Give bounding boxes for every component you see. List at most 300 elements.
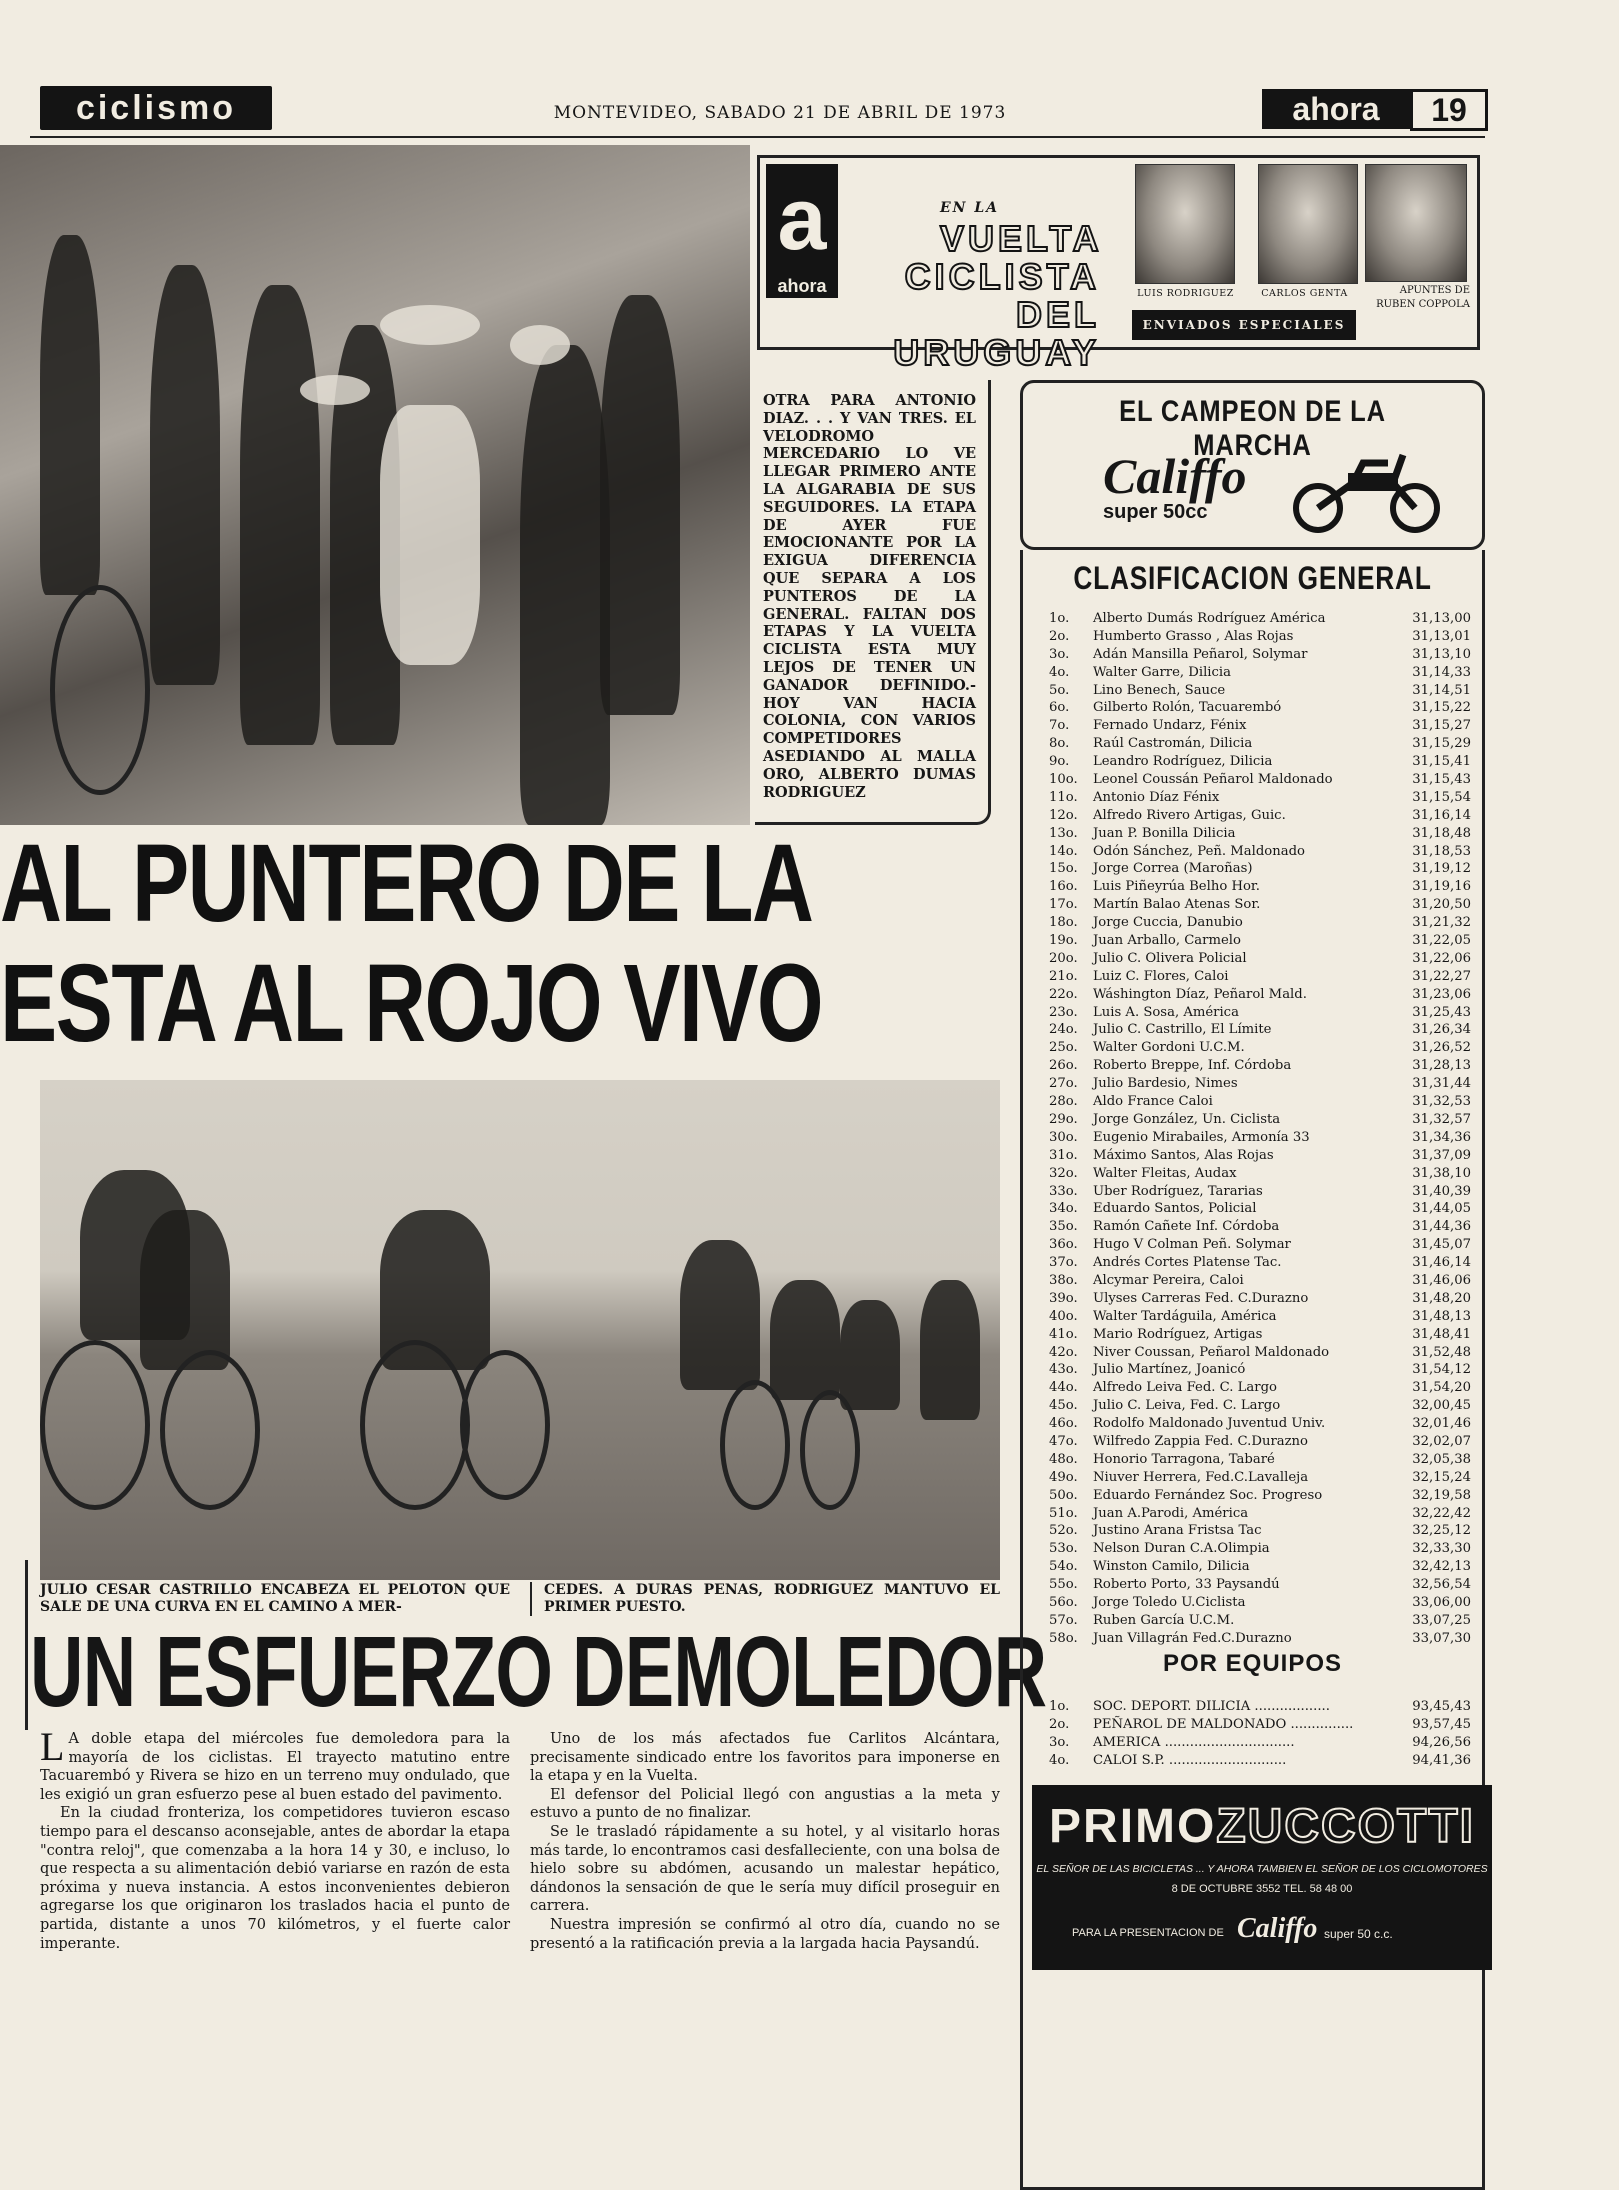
team-name: SOC. DEPORT. DILICIA .................. <box>1093 1699 1330 1714</box>
classification-time: 31,46,06 <box>1412 1272 1471 1288</box>
ad-brand-a: PRIMO <box>1049 1800 1217 1853</box>
classification-time: 31,16,14 <box>1412 807 1471 823</box>
classification-name: Eduardo Santos, Policial <box>1093 1201 1257 1217</box>
classification-name: Honorio Tarragona, Tabaré <box>1093 1451 1275 1467</box>
classification-time: 31,20,50 <box>1412 897 1471 913</box>
classification-name: Jorge Correa (Maroñas) <box>1093 861 1253 877</box>
classification-name: Juan Arballo, Carmelo <box>1093 933 1241 949</box>
classification-pos: 26o. <box>1049 1058 1078 1074</box>
classification-pos: 46o. <box>1049 1416 1078 1432</box>
classification-row <box>1039 1361 1479 1379</box>
classification-time: 31,15,43 <box>1412 772 1471 788</box>
classification-pos: 39o. <box>1049 1290 1078 1306</box>
classification-time: 31,44,36 <box>1412 1219 1471 1235</box>
classification-name: Roberto Porto, 33 Paysandú <box>1093 1577 1280 1593</box>
classification-name: Luiz C. Flores, Caloi <box>1093 968 1229 984</box>
classification-pos: 27o. <box>1049 1076 1078 1092</box>
classification-time: 31,18,48 <box>1412 825 1471 841</box>
ad-address: 8 DE OCTUBRE 3552 TEL. 58 48 00 <box>1171 1883 1353 1895</box>
classification-name: Winston Camilo, Dilicia <box>1093 1559 1250 1575</box>
classification-name: Julio C. Castrillo, El Límite <box>1093 1022 1272 1038</box>
classification-time: 31,21,32 <box>1412 915 1471 931</box>
classification-row <box>1039 1594 1479 1612</box>
column-rule <box>25 1560 28 1730</box>
ahora-logo: a <box>766 164 838 296</box>
sponsor-title: EL CAMPEON DE LA MARCHA <box>1119 395 1386 462</box>
classification-row <box>1039 896 1479 914</box>
teams-list <box>1039 1698 1479 1770</box>
classification-time: 31,38,10 <box>1412 1165 1471 1181</box>
classification-row <box>1039 1558 1479 1576</box>
enviados-label: ENVIADOS ESPECIALES <box>1132 310 1356 340</box>
classification-time: 31,14,33 <box>1412 664 1471 680</box>
classification-pos: 7o. <box>1049 718 1070 734</box>
classification-pos: 23o. <box>1049 1004 1078 1020</box>
headline-line-2: ESTA AL ROJO VIVO <box>0 942 823 1065</box>
classification-name: Alcymar Pereira, Caloi <box>1093 1272 1244 1288</box>
classification-row <box>1039 914 1479 932</box>
sponsor-box <box>1020 380 1485 550</box>
classification-pos: 4o. <box>1049 664 1070 680</box>
classification-time: 31,32,53 <box>1412 1094 1471 1110</box>
classification-time: 32,02,07 <box>1412 1433 1471 1449</box>
classification-name: Antonio Díaz Fénix <box>1093 789 1220 805</box>
classification-time: 31,46,14 <box>1412 1255 1471 1271</box>
classification-pos: 33o. <box>1049 1183 1078 1199</box>
ad-slogan: EL SEÑOR DE LAS BICICLETAS ... Y AHORA TAMBIEN EL SEÑOR DE LOS CICLOMOTORES <box>1036 1863 1488 1875</box>
classification-name: Eduardo Fernández Soc. Progreso <box>1093 1487 1323 1503</box>
classification-time: 31,34,36 <box>1412 1129 1471 1145</box>
ahora-logo-word: ahora <box>766 276 838 298</box>
califfo-logo: Califfo <box>1103 448 1247 504</box>
classification-pos: 20o. <box>1049 950 1078 966</box>
classification-pos: 44o. <box>1049 1380 1078 1396</box>
classification-time: 31,13,10 <box>1412 646 1471 662</box>
reporter-photo-1 <box>1135 164 1235 284</box>
team-time: 93,45,43 <box>1412 1699 1471 1714</box>
classification-time: 31,15,27 <box>1412 718 1471 734</box>
classification-row <box>1039 932 1479 950</box>
classification-time: 32,56,54 <box>1412 1577 1471 1593</box>
team-pos: 1o. <box>1049 1699 1070 1714</box>
classification-row <box>1039 843 1479 861</box>
reporter-photo-2 <box>1258 164 1358 284</box>
article-col-right <box>530 1730 1000 1953</box>
classification-row <box>1039 878 1479 896</box>
classification-time: 31,13,01 <box>1412 628 1471 644</box>
dateline: MONTEVIDEO, SABADO 21 DE ABRIL DE 1973 <box>553 103 1007 123</box>
peloton-photo <box>40 1080 1000 1580</box>
classification-row <box>1039 1218 1479 1236</box>
classification-pos: 3o. <box>1049 646 1070 662</box>
classification-time: 31,15,29 <box>1412 736 1471 752</box>
classification-name: Juan P. Bonilla Dilicia <box>1093 825 1236 841</box>
classification-name: Aldo France Caloi <box>1093 1094 1213 1110</box>
classification-time: 31,45,07 <box>1412 1237 1471 1253</box>
classification-pos: 9o. <box>1049 754 1070 770</box>
classification-pos: 24o. <box>1049 1022 1078 1038</box>
classification-time: 31,31,44 <box>1412 1076 1471 1092</box>
classification-row <box>1039 1129 1479 1147</box>
classification-row <box>1039 1093 1479 1111</box>
classification-name: Jorge Cuccia, Danubio <box>1093 915 1243 931</box>
classification-name: Humberto Grasso , Alas Rojas <box>1093 628 1294 644</box>
page-number: 19 <box>1410 89 1488 131</box>
classification-pos: 32o. <box>1049 1165 1078 1181</box>
classification-row <box>1039 789 1479 807</box>
classification-pos: 38o. <box>1049 1272 1078 1288</box>
classification-time: 31,14,51 <box>1412 682 1471 698</box>
classification-time: 31,22,06 <box>1412 950 1471 966</box>
header-rule <box>30 136 1485 138</box>
team-row <box>1039 1716 1479 1734</box>
section-tag: ciclismo <box>40 86 272 130</box>
classification-row <box>1039 1111 1479 1129</box>
classification-pos: 29o. <box>1049 1111 1078 1127</box>
classification-pos: 58o. <box>1049 1630 1078 1646</box>
classification-pos: 25o. <box>1049 1040 1078 1056</box>
classification-name: Ulyses Carreras Fed. C.Durazno <box>1093 1290 1309 1306</box>
photo-caption-col-2: CEDES. A DURAS PENAS, RODRIGUEZ MANTUVO EL PRIMER PUESTO. <box>530 1582 1000 1616</box>
classification-pos: 13o. <box>1049 825 1078 841</box>
banner-line-1: VUELTA <box>940 218 1103 259</box>
classification-row <box>1039 1057 1479 1075</box>
classification-time: 31,40,39 <box>1412 1183 1471 1199</box>
classification-name: Niuver Herrera, Fed.C.Lavalleja <box>1093 1469 1309 1485</box>
classification-pos: 41o. <box>1049 1326 1078 1342</box>
article-paragraph: Uno de los más afectados fue Carlitos Alcántara, precisamente sindicado entre los favoritos para imponerse en la etapa y en la Vuelta. <box>530 1731 1000 1785</box>
classification-row <box>1039 1487 1479 1505</box>
classification-pos: 1o. <box>1049 611 1070 626</box>
classification-time: 31,32,57 <box>1412 1111 1471 1127</box>
classification-pos: 42o. <box>1049 1344 1078 1360</box>
classification-row <box>1039 1200 1479 1218</box>
article-paragraph: Nuestra impresión se confirmó al otro día, cuando no se presentó a la ratificación previa a la largada hacia Paysandú. <box>530 1916 1000 1952</box>
classification-name: Gilberto Rolón, Tacuarembó <box>1093 700 1282 716</box>
classification-name: Mario Rodríguez, Artigas <box>1093 1326 1263 1342</box>
classification-row <box>1039 1451 1479 1469</box>
classification-name: Wáshington Díaz, Peñarol Mald. <box>1093 986 1307 1002</box>
classification-pos: 45o. <box>1049 1398 1078 1414</box>
classification-name: Walter Garre, Dilicia <box>1093 664 1231 680</box>
classification-name: Máximo Santos, Alas Rojas <box>1093 1147 1274 1163</box>
classification-row <box>1039 1433 1479 1451</box>
ad-super: super 50 c.c. <box>1324 1927 1393 1941</box>
classification-name: Leandro Rodríguez, Dilicia <box>1093 754 1273 770</box>
classification-pos: 53o. <box>1049 1541 1078 1557</box>
banner-line-2: CICLISTA <box>904 256 1100 297</box>
classification-row <box>1039 1165 1479 1183</box>
paper-name: ahora <box>1262 89 1410 129</box>
classification-row <box>1039 1308 1479 1326</box>
classification-pos: 54o. <box>1049 1559 1078 1575</box>
classification-row <box>1039 968 1479 986</box>
classification-name: Hugo V Colman Peñ. Solymar <box>1093 1237 1291 1253</box>
team-row <box>1039 1752 1479 1770</box>
classification-pos: 14o. <box>1049 843 1078 859</box>
classification-name: Walter Gordoni U.C.M. <box>1093 1040 1245 1056</box>
classification-time: 31,13,00 <box>1412 611 1471 626</box>
classification-row <box>1039 699 1479 717</box>
classification-row <box>1039 1272 1479 1290</box>
banner-en-la: EN LA <box>940 200 1000 216</box>
classification-name: Justino Arana Fristsa Tac <box>1093 1523 1262 1539</box>
classification-row <box>1039 610 1479 628</box>
classification-name: Wilfredo Zappia Fed. C.Durazno <box>1093 1433 1308 1449</box>
intro-text: OTRA PARA ANTONIO DIAZ. . . Y VAN TRES. EL VELODROMO MERCEDARIO LO VE LLEGAR PRIMERO ANTE LA ALGARABIA DE SUS SEGUIDORES. LA ETAPA DE AYER FUE EMOCIONANTE POR LA EXIGUA DIFERENCIA QUE SEPARA A LOS PUNTEROS DE LA GENERAL. FALTAN DOS ETAPAS Y LA VUELTA CICLISTA ESTA MUY LEJOS DE TENER UN GANADOR DEFINIDO.- HOY VAN HACIA COLONIA, CON VARIOS COMPETIDORES ASEDIANDO AL MALLA ORO, ALBERTO DUMAS RODRIGUEZ <box>755 380 991 825</box>
classification-row <box>1039 1183 1479 1201</box>
teams-title: POR EQUIPOS <box>1162 1650 1343 1677</box>
classification-name: Julio Bardesio, Nimes <box>1093 1076 1238 1092</box>
classification-row <box>1039 1612 1479 1630</box>
classification-name: Julio C. Leiva, Fed. C. Largo <box>1093 1398 1281 1414</box>
classification-pos: 47o. <box>1049 1433 1078 1449</box>
classification-name: Eugenio Mirabailes, Armonía 33 <box>1093 1129 1310 1145</box>
classification-row <box>1039 646 1479 664</box>
classification-row <box>1039 753 1479 771</box>
classification-time: 31,54,20 <box>1412 1380 1471 1396</box>
classification-pos: 49o. <box>1049 1469 1078 1485</box>
classification-row <box>1039 1522 1479 1540</box>
classification-time: 31,15,41 <box>1412 754 1471 770</box>
classification-pos: 10o. <box>1049 772 1078 788</box>
article-paragraph: En la ciudad fronteriza, los competidores tuvieron escaso tiempo para el descanso aconsejable, antes de abordar la etapa "contra reloj", que comenzaba a la hora 14 y 30, e incluso, lo que respecta a su alimentación debió variarse en razón de esta próxima y nueva instancia. A estos inconvenientes debieron agregarse los que originaron los traslados hacia el punto de partida, distante a unos 70 kilómetros, y el fuerte calor imperante. <box>40 1805 510 1952</box>
classification-name: Niver Coussan, Peñarol Maldonado <box>1093 1344 1330 1360</box>
classification-time: 31,54,12 <box>1412 1362 1471 1378</box>
classification-row <box>1039 682 1479 700</box>
classification-name: Uber Rodríguez, Tararias <box>1093 1183 1263 1199</box>
classification-pos: 8o. <box>1049 736 1070 752</box>
classification-row <box>1039 735 1479 753</box>
team-pos: 2o. <box>1049 1717 1070 1732</box>
banner-line-3: DEL URUGUAY <box>893 294 1100 373</box>
classification-pos: 37o. <box>1049 1255 1078 1271</box>
classification-pos: 31o. <box>1049 1147 1078 1163</box>
team-time: 93,57,45 <box>1412 1717 1471 1732</box>
classification-time: 31,48,13 <box>1412 1308 1471 1324</box>
classification-row <box>1039 1505 1479 1523</box>
dropcap: L <box>40 1724 65 1769</box>
classification-time: 32,01,46 <box>1412 1416 1471 1432</box>
team-time: 94,26,56 <box>1412 1735 1471 1750</box>
classification-time: 31,37,09 <box>1412 1147 1471 1163</box>
classification-time: 32,33,30 <box>1412 1541 1471 1557</box>
classification-pos: 30o. <box>1049 1129 1078 1145</box>
classification-name: Ramón Cañete Inf. Córdoba <box>1093 1219 1280 1235</box>
classification-time: 31,26,34 <box>1412 1022 1471 1038</box>
classification-name: Jorge González, Un. Ciclista <box>1093 1111 1281 1127</box>
team-name: CALOI S.P. ............................ <box>1093 1753 1287 1768</box>
article-paragraph: Se le trasladó rápidamente a su hotel, y al visitarlo horas más tarde, lo encontramos casi desfalleciente, con una bolsa de hielo sobre su abdómen, acusando un malestar hepático, dándonos la sensación de que le sería muy difícil proseguir en carrera. <box>530 1823 1000 1915</box>
classification-name: Alberto Dumás Rodríguez América <box>1093 611 1326 626</box>
classification-row <box>1039 1021 1479 1039</box>
classification-name: Jorge Toledo U.Ciclista <box>1093 1594 1246 1610</box>
classification-name: Walter Tardáguila, América <box>1093 1308 1277 1324</box>
califfo-sub: super 50cc <box>1103 501 1208 523</box>
classification-pos: 17o. <box>1049 897 1078 913</box>
team-row <box>1039 1698 1479 1716</box>
classification-row <box>1039 717 1479 735</box>
classification-pos: 34o. <box>1049 1201 1078 1217</box>
team-row <box>1039 1734 1479 1752</box>
article-paragraph: A doble etapa del miércoles fue demoledora para la mayoría de los ciclistas. El trayecto matutino entre Tacuarembó y Rivera se hizo en un terreno muy ondulado, que les exigió un gran esfuerzo pese al buen estado del pavimento. <box>40 1731 510 1803</box>
classification-time: 31,44,05 <box>1412 1201 1471 1217</box>
classification-pos: 57o. <box>1049 1612 1078 1628</box>
classification-row <box>1039 807 1479 825</box>
classification-time: 31,25,43 <box>1412 1004 1471 1020</box>
headline-line-1: AL PUNTERO DE LA <box>0 822 813 945</box>
team-name: AMERICA ............................... <box>1093 1735 1295 1750</box>
classification-row <box>1039 825 1479 843</box>
classification-time: 31,15,54 <box>1412 789 1471 805</box>
classification-row <box>1039 1147 1479 1165</box>
classification-time: 31,26,52 <box>1412 1040 1471 1056</box>
classification-pos: 43o. <box>1049 1362 1078 1378</box>
classification-row <box>1039 1469 1479 1487</box>
reporter-name-1: LUIS RODRIGUEZ <box>1137 288 1234 299</box>
classification-row <box>1039 1379 1479 1397</box>
classification-pos: 18o. <box>1049 915 1078 931</box>
classification-row <box>1039 1039 1479 1057</box>
classification-pos: 22o. <box>1049 986 1078 1002</box>
classification-pos: 35o. <box>1049 1219 1078 1235</box>
classification-row <box>1039 860 1479 878</box>
classification-row <box>1039 1344 1479 1362</box>
article-headline: UN ESFUERZO DEMOLEDOR <box>30 1616 1047 1728</box>
spectators-photo <box>0 145 750 825</box>
classification-row <box>1039 1075 1479 1093</box>
classification-name: Odón Sánchez, Peñ. Maldonado <box>1093 843 1305 859</box>
classification-time: 32,25,12 <box>1412 1523 1471 1539</box>
classification-pos: 6o. <box>1049 700 1070 716</box>
team-time: 94,41,36 <box>1412 1753 1471 1768</box>
classification-pos: 2o. <box>1049 628 1070 644</box>
classification-name: Juan Villagrán Fed.C.Durazno <box>1093 1630 1292 1646</box>
classification-time: 31,18,53 <box>1412 843 1471 859</box>
classification-pos: 16o. <box>1049 879 1078 895</box>
classification-pos: 11o. <box>1049 789 1078 805</box>
classification-time: 31,48,20 <box>1412 1290 1471 1306</box>
article-col-left <box>40 1724 510 1953</box>
classification-row <box>1039 1540 1479 1558</box>
classification-name: Walter Fleitas, Audax <box>1093 1165 1237 1181</box>
classification-pos: 15o. <box>1049 861 1078 877</box>
apuntes-label: APUNTES DE RUBEN COPPOLA <box>1376 285 1470 310</box>
team-name: PEÑAROL DE MALDONADO ............... <box>1093 1717 1354 1732</box>
classification-name: Luis Piñeyrúa Belho Hor. <box>1093 879 1260 895</box>
ad-brand-b: ZUCCOTTI <box>1216 1800 1475 1853</box>
classification-name: Luis A. Sosa, América <box>1093 1004 1239 1020</box>
classification-name: Alfredo Rivero Artigas, Guic. <box>1093 807 1286 823</box>
classification-time: 32,15,24 <box>1412 1469 1471 1485</box>
classification-name: Leonel Coussán Peñarol Maldonado <box>1093 772 1333 788</box>
moped-icon <box>1293 443 1443 533</box>
classification-pos: 19o. <box>1049 933 1078 949</box>
classification-name: Raúl Castromán, Dilicia <box>1093 736 1253 752</box>
ad-califfo-logo: Califfo <box>1237 1913 1318 1944</box>
classification-time: 31,52,48 <box>1412 1344 1471 1360</box>
classification-time: 32,42,13 <box>1412 1559 1471 1575</box>
classification-pos: 48o. <box>1049 1451 1078 1467</box>
classification-name: Fernado Undarz, Fénix <box>1093 718 1247 734</box>
classification-row <box>1039 1004 1479 1022</box>
reporter-name-2: CARLOS GENTA <box>1261 288 1348 299</box>
classification-pos: 5o. <box>1049 682 1070 698</box>
classification-pos: 52o. <box>1049 1523 1078 1539</box>
classification-time: 32,05,38 <box>1412 1451 1471 1467</box>
classification-name: Lino Benech, Sauce <box>1093 682 1226 698</box>
classification-row <box>1039 1415 1479 1433</box>
ad-brand <box>1040 1799 1484 1854</box>
classification-pos: 28o. <box>1049 1094 1078 1110</box>
classification-name: Ruben García U.C.M. <box>1093 1612 1235 1628</box>
classification-pos: 12o. <box>1049 807 1078 823</box>
classification-row <box>1039 950 1479 968</box>
classification-row <box>1039 986 1479 1004</box>
classification-name: Julio Martínez, Joanicó <box>1093 1362 1246 1378</box>
classification-row <box>1039 771 1479 789</box>
classification-time: 31,19,12 <box>1412 861 1471 877</box>
classification-row <box>1039 1254 1479 1272</box>
classification-pos: 40o. <box>1049 1308 1078 1324</box>
classification-pos: 56o. <box>1049 1594 1078 1610</box>
classification-pos: 55o. <box>1049 1577 1078 1593</box>
classification-time: 33,07,25 <box>1412 1612 1471 1628</box>
article-paragraph: El defensor del Policial llegó con angustias a la meta y estuvo a punto de no finalizar. <box>530 1786 1000 1822</box>
classification-time: 33,06,00 <box>1412 1594 1471 1610</box>
classification-row <box>1039 1290 1479 1308</box>
classification-time: 31,19,16 <box>1412 879 1471 895</box>
vuelta-banner <box>757 155 1480 373</box>
classification-pos: 21o. <box>1049 968 1078 984</box>
team-pos: 4o. <box>1049 1753 1070 1768</box>
classification-row <box>1039 664 1479 682</box>
classification-name: Juan A.Parodi, América <box>1093 1505 1249 1521</box>
classification-name: Julio C. Olivera Policial <box>1093 950 1247 966</box>
classification-pos: 51o. <box>1049 1505 1078 1521</box>
classification-pos: 50o. <box>1049 1487 1078 1503</box>
classification-time: 31,48,41 <box>1412 1326 1471 1342</box>
classification-name: Andrés Cortes Platense Tac. <box>1093 1255 1282 1271</box>
classification-row <box>1039 1576 1479 1594</box>
classification-row <box>1039 1236 1479 1254</box>
classification-name: Alfredo Leiva Fed. C. Largo <box>1093 1380 1277 1396</box>
classification-time: 32,19,58 <box>1412 1487 1471 1503</box>
classification-row <box>1039 1326 1479 1344</box>
columnist-photo <box>1365 164 1467 282</box>
classification-time: 31,22,27 <box>1412 968 1471 984</box>
classification-time: 31,28,13 <box>1412 1058 1471 1074</box>
classification-title: CLASIFICACION GENERAL <box>1073 560 1432 596</box>
classification-name: Roberto Breppe, Inf. Córdoba <box>1093 1058 1292 1074</box>
classification-time: 31,22,05 <box>1412 933 1471 949</box>
classification-row <box>1039 1630 1479 1648</box>
classification-list <box>1039 610 1479 1648</box>
primo-zuccotti-ad <box>1032 1785 1492 1970</box>
classification-time: 31,15,22 <box>1412 700 1471 716</box>
ad-present: PARA LA PRESENTACION DE <box>1072 1927 1224 1939</box>
classification-name: Nelson Duran C.A.Olimpia <box>1093 1541 1270 1557</box>
team-pos: 3o. <box>1049 1735 1070 1750</box>
classification-row <box>1039 628 1479 646</box>
classification-row <box>1039 1397 1479 1415</box>
classification-time: 33,07,30 <box>1412 1630 1471 1646</box>
classification-pos: 36o. <box>1049 1237 1078 1253</box>
classification-time: 32,00,45 <box>1412 1398 1471 1414</box>
classification-time: 32,22,42 <box>1412 1505 1471 1521</box>
classification-name: Martín Balao Atenas Sor. <box>1093 897 1261 913</box>
classification-name: Rodolfo Maldonado Juventud Univ. <box>1093 1416 1326 1432</box>
